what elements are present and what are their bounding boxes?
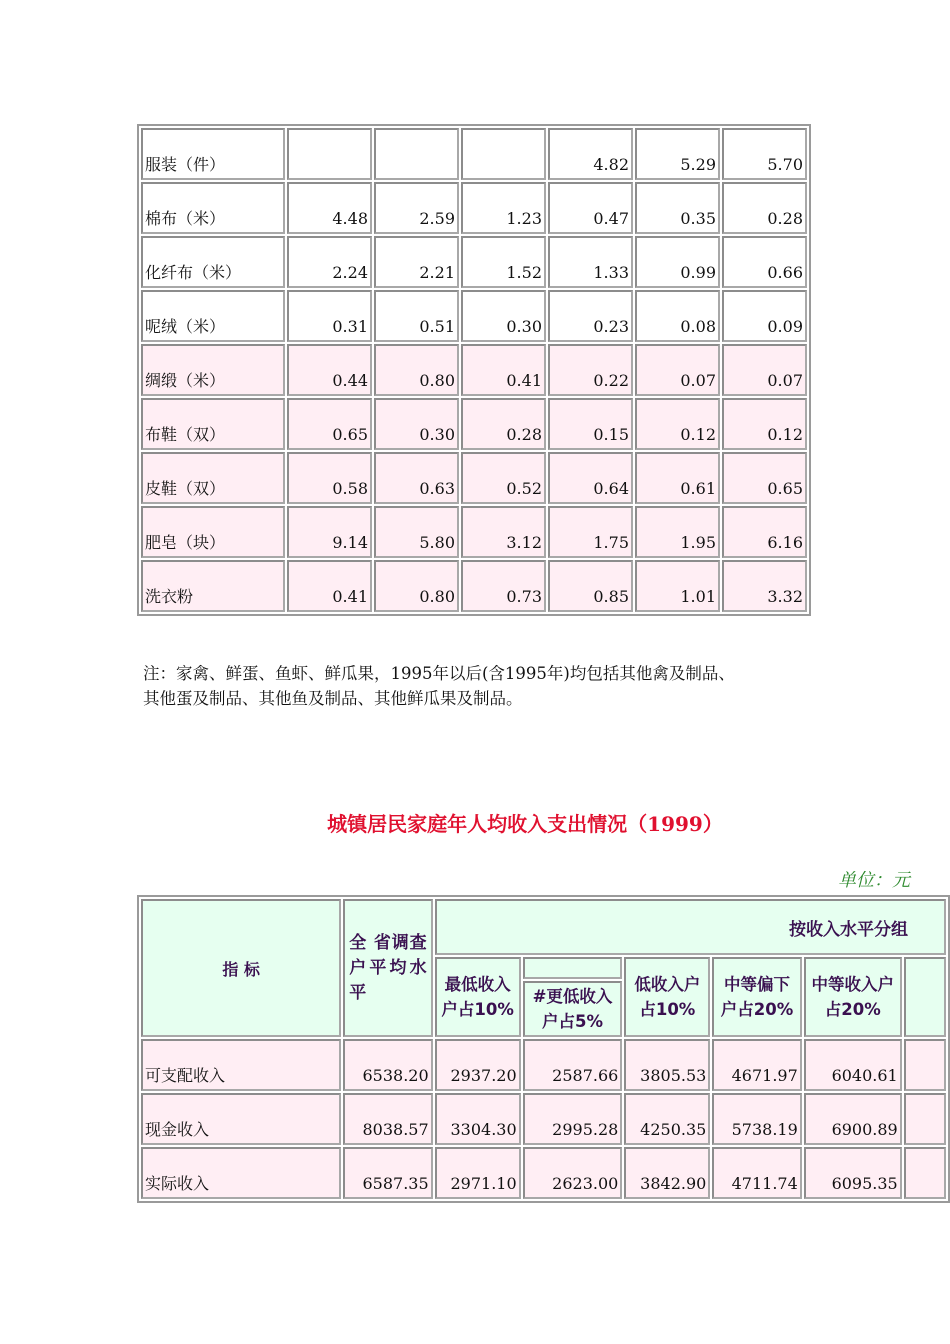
row-value: 9.14 — [287, 506, 372, 558]
table-row — [141, 506, 807, 558]
row-value: 1.52 — [461, 236, 546, 288]
row-label: 可支配收入 — [141, 1039, 341, 1091]
row-value: 0.15 — [548, 398, 633, 450]
unit-label: 单位：元 — [838, 870, 910, 891]
header-group-cut — [904, 957, 946, 1037]
row-label: 洗衣粉 — [141, 560, 285, 612]
row-value: 0.09 — [722, 290, 807, 342]
footnote-line-1: 注：家禽、鲜蛋、鱼虾、鲜瓜果，1995年以后(含1995年)均包括其他禽及制品、 — [143, 664, 735, 683]
row-value: 1.23 — [461, 182, 546, 234]
row-value: 0.44 — [287, 344, 372, 396]
row-value: 8038.57 — [343, 1093, 432, 1145]
row-value: 0.64 — [548, 452, 633, 504]
row-value: 3842.90 — [624, 1147, 710, 1199]
row-value: 0.85 — [548, 560, 633, 612]
row-value: 2937.20 — [435, 1039, 521, 1091]
row-value: 1.95 — [635, 506, 720, 558]
table-row — [141, 452, 807, 504]
row-value: 5.29 — [635, 128, 720, 180]
row-value: 0.07 — [722, 344, 807, 396]
row-value: 4711.74 — [712, 1147, 801, 1199]
row-value: 0.73 — [461, 560, 546, 612]
row-value-cut — [904, 1039, 946, 1091]
row-value: 4671.97 — [712, 1039, 801, 1091]
row-value: 0.22 — [548, 344, 633, 396]
row-value: 2.21 — [374, 236, 459, 288]
row-value: 0.23 — [548, 290, 633, 342]
row-value-cut — [904, 1093, 946, 1145]
row-value — [287, 128, 372, 180]
row-value: 0.08 — [635, 290, 720, 342]
row-value: 0.31 — [287, 290, 372, 342]
row-value: 4250.35 — [624, 1093, 710, 1145]
row-value: 0.58 — [287, 452, 372, 504]
header-group-very-low: #更低收入户占5% — [523, 981, 623, 1037]
row-value: 0.80 — [374, 344, 459, 396]
row-value: 6587.35 — [343, 1147, 432, 1199]
row-value: 3.32 — [722, 560, 807, 612]
row-value — [374, 128, 459, 180]
header-indicator: 指 标 — [141, 899, 341, 1037]
row-label: 呢绒（米） — [141, 290, 285, 342]
row-value: 4.48 — [287, 182, 372, 234]
row-value: 0.51 — [374, 290, 459, 342]
row-value — [461, 128, 546, 180]
row-value: 0.63 — [374, 452, 459, 504]
row-value: 0.30 — [374, 398, 459, 450]
table-row — [141, 1039, 946, 1091]
row-value: 4.82 — [548, 128, 633, 180]
header-blank-cell — [523, 957, 623, 979]
row-value: 0.35 — [635, 182, 720, 234]
row-value: 2.59 — [374, 182, 459, 234]
row-value: 0.41 — [461, 344, 546, 396]
row-label: 布鞋（双） — [141, 398, 285, 450]
row-value: 2995.28 — [523, 1093, 623, 1145]
row-value: 0.28 — [461, 398, 546, 450]
row-value: 5.80 — [374, 506, 459, 558]
row-label: 肥皂（块） — [141, 506, 285, 558]
row-value: 3805.53 — [624, 1039, 710, 1091]
row-label: 皮鞋（双） — [141, 452, 285, 504]
header-group-lowest: 最低收入户占10% — [435, 957, 521, 1037]
row-value: 0.80 — [374, 560, 459, 612]
row-value-cut — [904, 1147, 946, 1199]
row-value: 6900.89 — [804, 1093, 902, 1145]
row-value: 2587.66 — [523, 1039, 623, 1091]
table-row — [141, 182, 807, 234]
row-value: 2623.00 — [523, 1147, 623, 1199]
row-value: 0.47 — [548, 182, 633, 234]
row-value: 0.52 — [461, 452, 546, 504]
row-value: 1.75 — [548, 506, 633, 558]
row-label: 化纤布（米） — [141, 236, 285, 288]
row-value: 6040.61 — [804, 1039, 902, 1091]
row-value: 5738.19 — [712, 1093, 801, 1145]
header-group-lower-middle: 中等偏下户占20% — [712, 957, 801, 1037]
row-label: 实际收入 — [141, 1147, 341, 1199]
header-group-title: 按收入水平分组 — [435, 899, 946, 955]
table-row — [141, 1147, 946, 1199]
table-row — [141, 560, 807, 612]
header-group-middle: 中等收入户占20% — [804, 957, 902, 1037]
row-label: 棉布（米） — [141, 182, 285, 234]
row-value: 6.16 — [722, 506, 807, 558]
row-label: 现金收入 — [141, 1093, 341, 1145]
table-row — [141, 398, 807, 450]
row-value: 0.12 — [722, 398, 807, 450]
row-value: 1.01 — [635, 560, 720, 612]
row-value: 0.12 — [635, 398, 720, 450]
table-row — [141, 1093, 946, 1145]
footnote — [143, 661, 823, 711]
row-label: 服装（件） — [141, 128, 285, 180]
table-row — [141, 290, 807, 342]
footnote-line-2: 其他蛋及制品、其他鱼及制品、其他鲜瓜果及制品。 — [143, 689, 523, 708]
row-value: 2.24 — [287, 236, 372, 288]
row-value: 2971.10 — [435, 1147, 521, 1199]
row-value: 0.99 — [635, 236, 720, 288]
table-row — [141, 236, 807, 288]
row-value: 0.66 — [722, 236, 807, 288]
row-value: 0.65 — [287, 398, 372, 450]
row-label: 绸缎（米） — [141, 344, 285, 396]
row-value: 0.61 — [635, 452, 720, 504]
row-value: 1.33 — [548, 236, 633, 288]
consumption-table — [137, 124, 811, 616]
income-table — [137, 895, 950, 1203]
row-value: 0.30 — [461, 290, 546, 342]
header-group-low: 低收入户占10% — [624, 957, 710, 1037]
row-value: 5.70 — [722, 128, 807, 180]
row-value: 0.28 — [722, 182, 807, 234]
row-value: 0.65 — [722, 452, 807, 504]
row-value: 0.07 — [635, 344, 720, 396]
row-value: 0.41 — [287, 560, 372, 612]
table-row — [141, 344, 807, 396]
row-value: 6538.20 — [343, 1039, 432, 1091]
row-value: 6095.35 — [804, 1147, 902, 1199]
row-value: 3.12 — [461, 506, 546, 558]
row-value: 3304.30 — [435, 1093, 521, 1145]
table-row — [141, 128, 807, 180]
header-province-avg: 全 省调查户平均水平 — [343, 899, 432, 1037]
section-title: 城镇居民家庭年人均收入支出情况（1999） — [327, 812, 723, 836]
